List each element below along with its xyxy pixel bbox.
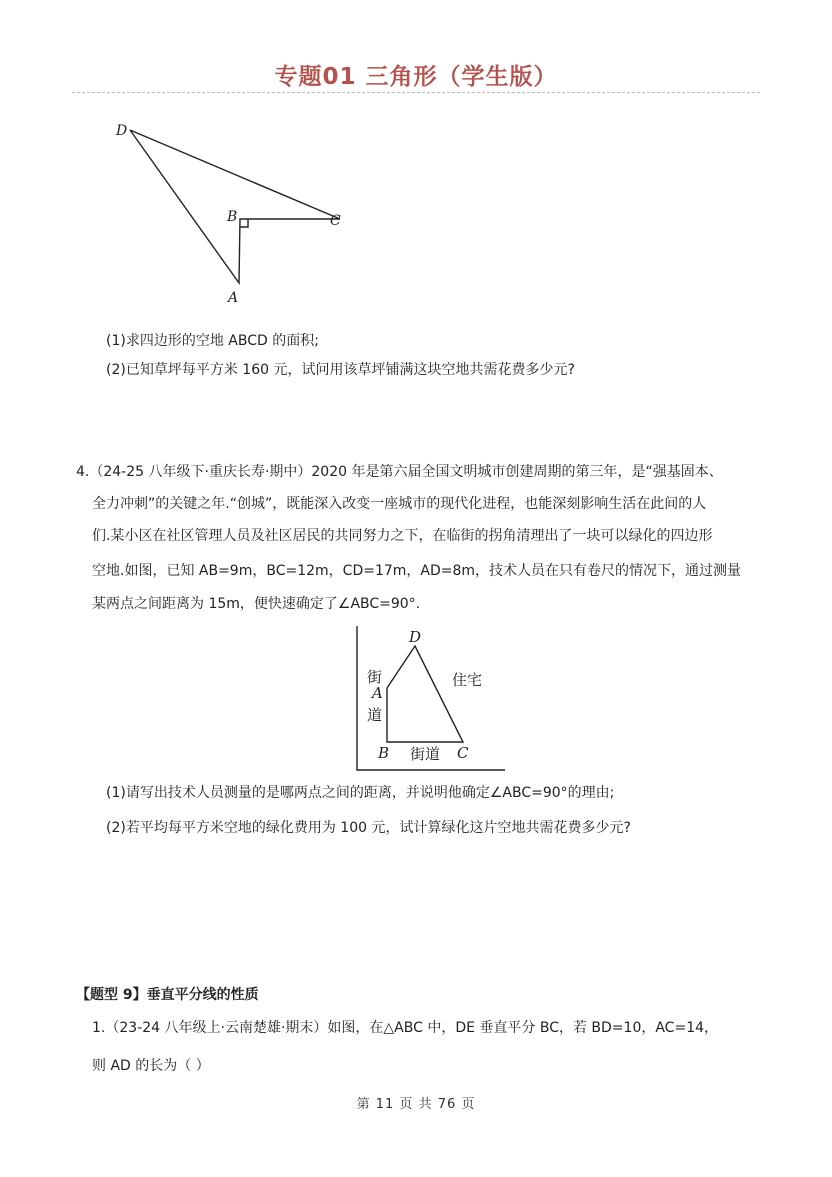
label-C: C [457,744,469,762]
street-corner-figure [340,620,520,780]
page-number: 第 11 页 共 76 页 [356,1097,476,1112]
quad-outline [130,130,340,283]
page-title: 专题01 三角形（学生版） [274,64,558,90]
label-A: A [228,290,239,306]
label-B: B [378,744,390,762]
q4-line5: 某两点之间距离为 15m，便快速确定了∠ABC=90°. [92,596,421,612]
label-C: C [330,213,341,229]
label-D: D [116,123,128,139]
label-A: A [372,684,383,702]
label-B: B [227,209,238,225]
section-heading: 【题型 9】垂直平分线的性质 [76,987,259,1003]
q4-line4: 空地.如图，已知 AB=9m，BC=12m，CD=17m，AD=8m，技术人员在只有卷尺的情况下，通过测量 [92,563,742,579]
label-D: D [409,628,422,646]
q4-part2: (2)若平均每平方米空地的绿化费用为 100 元，试计算绿化这片空地共需花费多少元? [106,820,631,836]
quadrilateral-figure [100,115,360,315]
q4-line2: 全力冲刺”的关键之年.“创城”，既能深入改变一座城市的现代化进程，也能深刻影响生活在此间的人 [92,496,707,512]
q3-part2: (2)已知草坪每平方米 160 元，试问用该草坪铺满这块空地共需花费多少元? [106,362,575,378]
q4-line1: 4.（24-25 八年级下·重庆长寿·期中）2020 年是第六届全国文明城市创建周期的第三年，是“强基固本、 [76,464,723,480]
street-horizontal: 街道 [410,745,441,763]
street-vertical-char2: 道 [367,706,383,724]
street-vertical-char1: 街 [367,668,383,686]
right-angle-mark [240,219,248,227]
s9-q1-line2: 则 AD 的长为（ ） [92,1058,210,1074]
q3-part1: (1)求四边形的空地 ABCD 的面积; [106,333,319,349]
residence-label: 住宅 [452,671,483,689]
q4-line3: 们.某小区在社区管理人员及社区居民的共同努力之下，在临街的拐角清理出了一块可以绿化的四边形 [92,528,713,544]
plot-outline [387,646,463,742]
header-divider [72,92,760,93]
q4-part1: (1)请写出技术人员测量的是哪两点之间的距离，并说明他确定∠ABC=90°的理由; [106,785,615,801]
s9-q1-line1: 1.（23-24 八年级上·云南楚雄·期末）如图，在△ABC 中，DE 垂直平分 BC，若 BD=10，AC=14， [92,1020,719,1036]
